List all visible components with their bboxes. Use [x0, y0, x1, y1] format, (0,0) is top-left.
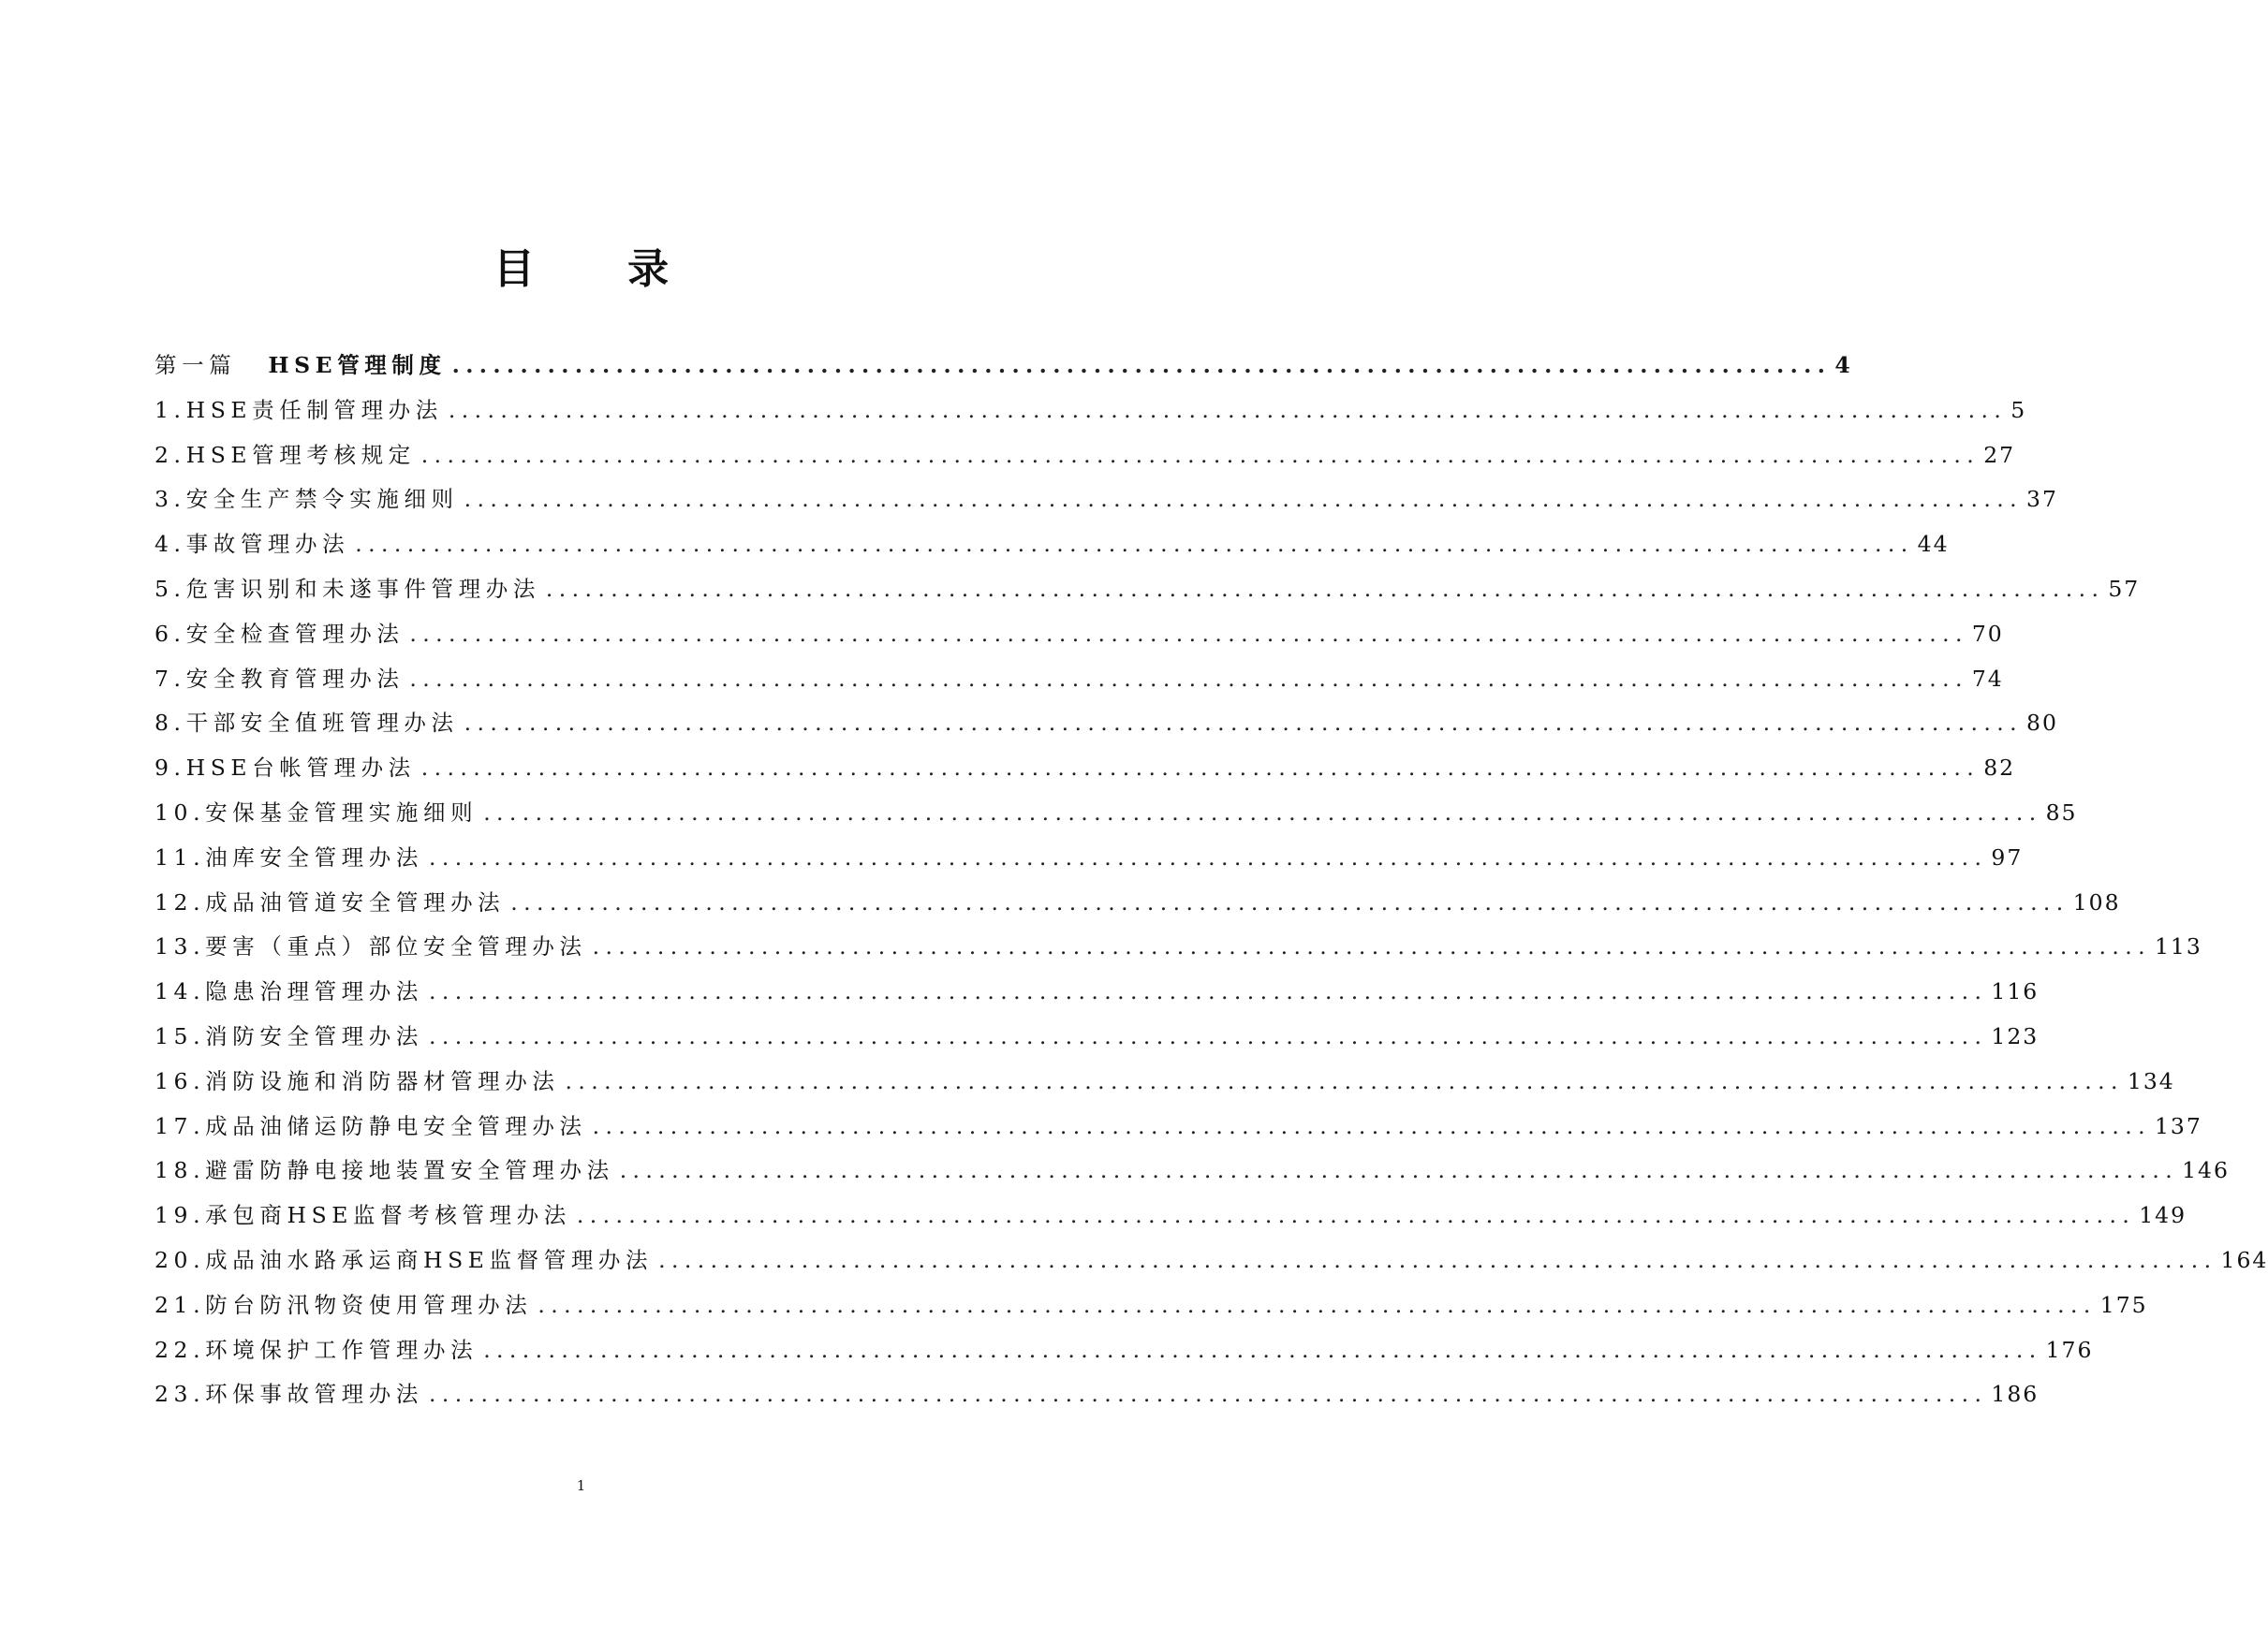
toc-entry-title: 5.危害识别和未遂事件管理办法 — [155, 575, 540, 602]
toc-entry-title: 4.事故管理办法 — [155, 531, 350, 558]
toc-part-heading — [155, 347, 452, 379]
dot-leader: ........................................................................................................................ — [538, 1291, 2097, 1318]
toc-entry[interactable] — [155, 437, 2016, 482]
toc-entry-title: 8.干部安全值班管理办法 — [155, 710, 459, 737]
dot-leader: ..................................................................................................... — [451, 352, 1832, 378]
dot-leader: ........................................................................................................................ — [483, 1336, 2042, 1363]
toc-entry[interactable] — [155, 616, 2004, 661]
page-number: 1 — [576, 1477, 586, 1494]
dot-leader: ........................................................................................................................ — [592, 1112, 2151, 1139]
dot-leader: ........................................................................................................................ — [428, 1381, 1988, 1408]
toc-page-number: 137 — [2154, 1112, 2202, 1139]
toc-entry[interactable] — [155, 526, 1950, 571]
toc-entry-title: 14.隐患治理管理办法 — [155, 978, 423, 1005]
dot-leader: ........................................................................................................................ — [464, 710, 2024, 737]
toc-entry-title: 12.成品油管道安全管理办法 — [155, 888, 506, 916]
dot-leader: ........................................................................................................................ — [483, 799, 2042, 826]
dot-leader: ........................................................................................................................ — [565, 1067, 2124, 1094]
dot-leader: ........................................................................................................................ — [619, 1157, 2179, 1184]
toc-page-number: 70 — [1971, 620, 2004, 647]
toc-entry[interactable] — [155, 885, 2121, 930]
toc-entry[interactable] — [155, 1108, 2202, 1153]
toc-entry[interactable] — [155, 1287, 2148, 1332]
toc-entry-title: 3.安全生产禁令实施细则 — [155, 486, 459, 513]
toc-page-number: 74 — [1971, 665, 2004, 692]
toc-entry-title: 2.HSE管理考核规定 — [155, 441, 416, 468]
toc-entry[interactable] — [155, 750, 2016, 795]
toc-part-label: 第一篇 — [155, 352, 237, 378]
toc-entry[interactable] — [155, 929, 2202, 974]
toc-entry[interactable] — [155, 1019, 2040, 1063]
toc-page-number: 186 — [1991, 1381, 2040, 1408]
toc-entry[interactable] — [155, 840, 2024, 885]
toc-entry[interactable] — [155, 705, 2058, 750]
toc-entry-title: 11.油库安全管理办法 — [155, 843, 423, 871]
toc-entry[interactable] — [155, 1063, 2175, 1108]
dot-leader: ........................................................................................................................ — [428, 843, 1988, 871]
toc-entry-title: 17.成品油储运防静电安全管理办法 — [155, 1112, 587, 1139]
toc-page-number: 5 — [2010, 396, 2027, 423]
toc-part-title: HSE管理制度 — [268, 352, 447, 378]
toc-entry-title: 1.HSE责任制管理办法 — [155, 396, 443, 423]
toc-entry-title: 10.安保基金管理实施细则 — [155, 799, 479, 826]
toc-entry-title: 18.避雷防静电接地装置安全管理办法 — [155, 1157, 614, 1184]
toc-entry[interactable] — [155, 1152, 2230, 1197]
toc-entry-title: 20.成品油水路承运商HSE监督管理办法 — [155, 1246, 654, 1273]
toc-entry-title: 21.防台防汛物资使用管理办法 — [155, 1291, 533, 1318]
toc-entry[interactable] — [155, 661, 2004, 706]
toc-page-number: 37 — [2026, 486, 2058, 513]
toc-page-number: 146 — [2182, 1157, 2230, 1184]
toc-page-number: 116 — [1991, 978, 2040, 1005]
toc-entry-title: 15.消防安全管理办法 — [155, 1022, 423, 1049]
toc-entry-title: 22.环境保护工作管理办法 — [155, 1336, 479, 1363]
toc-entry-title: 7.安全教育管理办法 — [155, 665, 405, 692]
dot-leader: ........................................................................................................................ — [592, 933, 2151, 960]
toc-page-number: 57 — [2108, 575, 2141, 602]
toc-page-number: 108 — [2072, 888, 2121, 916]
dot-leader: ........................................................................................................................ — [420, 755, 1981, 782]
toc-page-number: 149 — [2139, 1202, 2187, 1229]
dot-leader: ........................................................................................................................ — [355, 531, 1914, 558]
toc-page-number: 175 — [2099, 1291, 2148, 1318]
page-title: 目 录 — [493, 245, 709, 293]
toc-entry[interactable] — [155, 795, 2078, 840]
toc-page-number: 97 — [1991, 843, 2024, 871]
toc-page-number: 85 — [2045, 799, 2078, 826]
toc-page-number: 134 — [2127, 1067, 2175, 1094]
toc-page-number: 113 — [2154, 933, 2202, 960]
toc-part-row[interactable] — [155, 347, 1852, 392]
toc-entry[interactable] — [155, 1197, 2187, 1242]
dot-leader: ........................................................................................................................ — [658, 1246, 2217, 1273]
toc-page-number: 44 — [1917, 531, 1950, 558]
toc-entry-title: 16.消防设施和消防器材管理办法 — [155, 1067, 560, 1094]
toc-entry-title: 13.要害（重点）部位安全管理办法 — [155, 933, 587, 960]
toc-entry[interactable] — [155, 1332, 2094, 1377]
dot-leader: ........................................................................................................................ — [428, 978, 1988, 1005]
toc-page-number: 4 — [1834, 352, 1852, 378]
toc-entry[interactable] — [155, 392, 2027, 437]
toc-entry[interactable] — [155, 571, 2141, 616]
toc-entry-title: 23.环保事故管理办法 — [155, 1381, 423, 1408]
toc-entry[interactable] — [155, 481, 2058, 526]
toc-entry-title: 6.安全检查管理办法 — [155, 620, 405, 647]
toc-entry-title: 9.HSE台帐管理办法 — [155, 755, 416, 782]
toc-entry-list — [155, 392, 2268, 1421]
toc-page-number: 164 — [2220, 1246, 2268, 1273]
dot-leader: ........................................................................................................................ — [409, 665, 1968, 692]
dot-leader: ........................................................................................................................ — [448, 396, 2008, 423]
dot-leader: ........................................................................................................................ — [428, 1022, 1988, 1049]
table-of-contents — [155, 347, 2268, 1421]
dot-leader: ........................................................................................................................ — [510, 888, 2069, 916]
dot-leader: ........................................................................................................................ — [576, 1202, 2136, 1229]
toc-entry[interactable] — [155, 1242, 2268, 1287]
toc-page-number: 123 — [1991, 1022, 2040, 1049]
toc-page-number: 27 — [1983, 441, 2016, 468]
dot-leader: ........................................................................................................................ — [545, 575, 2105, 602]
toc-page-number: 176 — [2045, 1336, 2094, 1363]
toc-entry-title: 19.承包商HSE监督考核管理办法 — [155, 1202, 571, 1229]
dot-leader: ........................................................................................................................ — [464, 486, 2024, 513]
toc-entry[interactable] — [155, 974, 2040, 1019]
dot-leader: ........................................................................................................................ — [409, 620, 1968, 647]
dot-leader: ........................................................................................................................ — [420, 441, 1981, 468]
toc-entry[interactable] — [155, 1376, 2040, 1421]
toc-page-number: 82 — [1983, 755, 2016, 782]
toc-page-number: 80 — [2026, 710, 2058, 737]
